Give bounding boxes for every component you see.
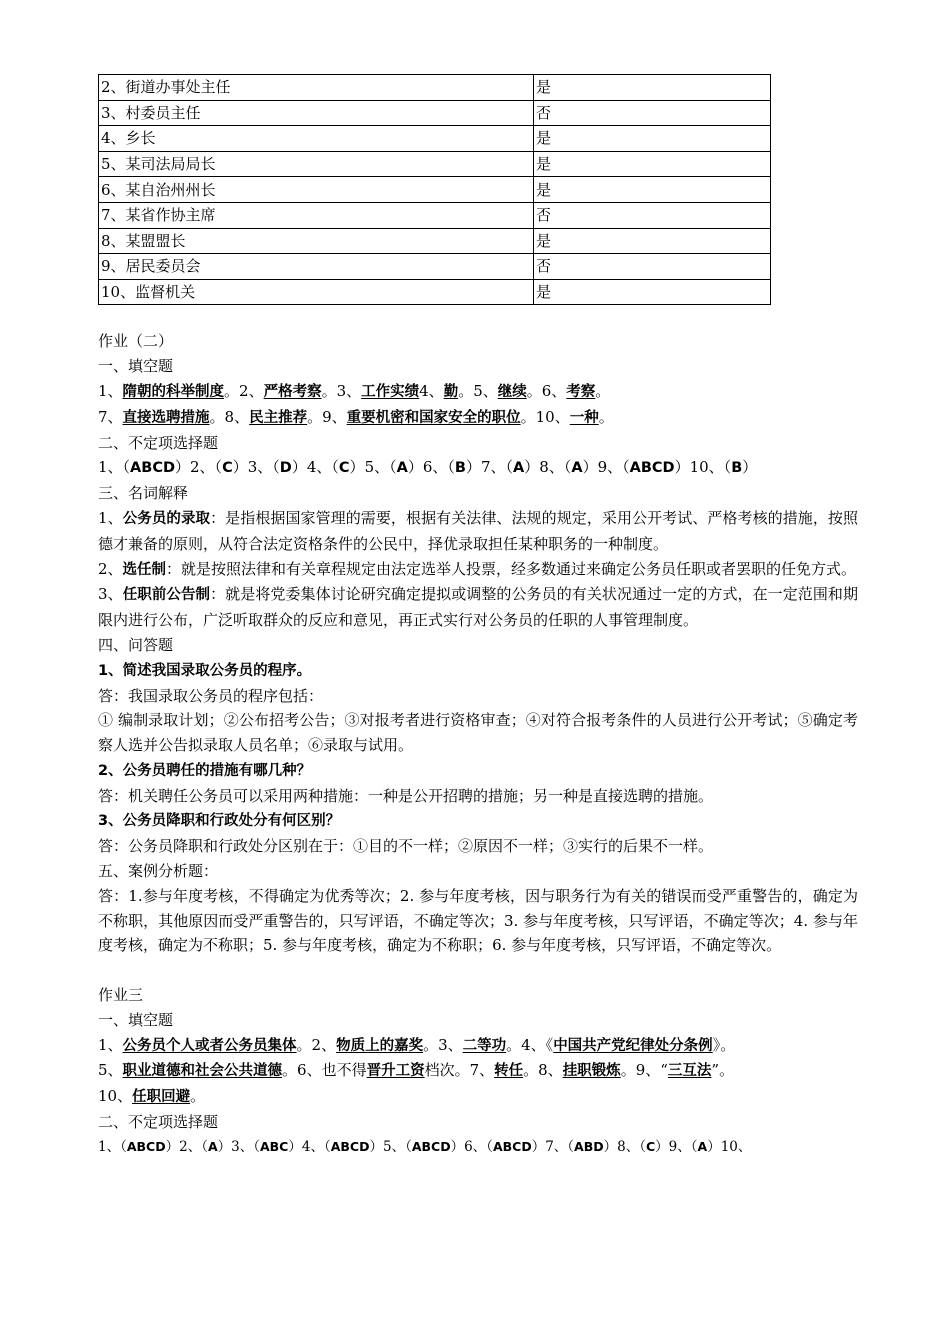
table-row	[99, 126, 771, 152]
choice-answer: A	[207, 1138, 218, 1154]
choice-answer: ABCD	[492, 1138, 532, 1154]
hw3-fill-line-2: 5、职业道德和社会公共道德。6、也不得晋升工资档次。7、转任。8、挂职锻炼。9、“三互法”。	[98, 1061, 735, 1080]
hw2-answer-2: 答：机关聘任公务员可以采用两种措施：一种是公开招聘的措施；另一种是直接选聘的措施。	[98, 786, 714, 805]
table-cell-item: 6、某自治州州长	[99, 177, 534, 203]
hw2-fill-line-1: 1、隋朝的科举制度。2、严格考察。3、工作实绩4、勤。5、继续。6、考察。	[98, 381, 611, 400]
choice-answer: ABCD	[330, 1138, 370, 1154]
hw2-title: 作业（二）	[98, 332, 174, 351]
table-row	[99, 202, 771, 228]
choice-answer: ABCD	[130, 460, 175, 477]
table-row	[99, 177, 771, 203]
choice-answer: ABCD	[629, 460, 675, 477]
hw2-section-fill: 一、填空题	[98, 357, 174, 376]
hw2-case-answer: 答：1.参与年度考核，不得确定为优秀等次；2. 参与年度考核，因与职务行为有关的错误而受严重警告的，确定为不称职，其他原因而受严重警告的，只写评语，不确定等次；3. 参与年度考核，只写评语，不确定等次；4. 参与年度考核，确定为不称职；5. 参与年度考核，确定为不称职；6. 参与年度考核，只写评语，不确定等次。	[98, 886, 858, 955]
choice-answer: A	[513, 460, 525, 477]
table-cell-answer: 是	[534, 75, 771, 101]
table-row	[99, 100, 771, 126]
choice-answer: A	[697, 1138, 708, 1154]
table-cell-answer: 是	[534, 126, 771, 152]
hw2-section-case: 五、案例分析题：	[98, 862, 219, 881]
hw3-section-choice: 二、不定项选择题	[98, 1113, 219, 1132]
choice-answer: ABCD	[411, 1138, 451, 1154]
choice-answer: C	[222, 460, 233, 477]
hw2-fill-line-2: 7、直接选聘措施。8、民主推荐。9、重要机密和国家安全的职位。10、一种。	[98, 407, 614, 426]
choice-answer: A	[396, 460, 408, 477]
choice-answer: D	[279, 460, 292, 477]
hw3-fill-line-3: 10、任职回避。	[98, 1087, 206, 1106]
table-row	[99, 75, 771, 101]
choice-answer: ABCD	[126, 1138, 166, 1154]
hw3-fill-line-1: 1、公务员个人或者公务员集体。2、物质上的嘉奖。3、二等功。4、《中国共产党纪律处分条例》。	[98, 1035, 736, 1054]
table-cell-answer: 否	[534, 202, 771, 228]
choice-answer: C	[338, 460, 350, 477]
hw2-question-3: 3、公务员降职和行政处分有何区别？	[98, 813, 341, 830]
choice-answer: B	[731, 460, 743, 477]
choice-answer: C	[645, 1138, 656, 1154]
answer-table	[98, 74, 771, 305]
hw3-section-fill: 一、填空题	[98, 1010, 174, 1029]
choice-answer: B	[454, 460, 466, 477]
table-cell-item: 3、村委员主任	[99, 100, 534, 126]
table-cell-answer: 否	[534, 254, 771, 280]
table-cell-item: 9、居民委员会	[99, 254, 534, 280]
choice-answer: ABD	[574, 1138, 604, 1154]
hw2-answer-1b: ① 编制录取计划；②公布招考公告；③对报考者进行资格审查；④对符合报考条件的人员进行公开考试；⑤确定考察人选并公告拟录取人员名单；⑥录取与试用。	[98, 711, 858, 755]
hw3-title: 作业三	[98, 986, 144, 1005]
table-cell-item: 5、某司法局局长	[99, 151, 534, 177]
hw2-section-terms: 三、名词解释	[98, 484, 189, 503]
table-cell-answer: 是	[534, 228, 771, 254]
table-cell-item: 7、某省作协主席	[99, 202, 534, 228]
table-row	[99, 279, 771, 305]
document-page	[98, 74, 858, 1160]
table-cell-answer: 是	[534, 279, 771, 305]
table-cell-item: 4、乡长	[99, 126, 534, 152]
hw2-term-2: 2、选任制：就是按照法律和有关章程规定由法定选举人投票，经多数通过来确定公务员任职或者罢职的任免方式。	[98, 559, 857, 578]
table-cell-answer: 是	[534, 151, 771, 177]
hw2-term-1: 1、公务员的录取：是指根据国家管理的需要，根据有关法律、法规的规定，采用公开考试、严格考核的措施，按照德才兼备的原则，从符合法定资格条件的公民中，择优录取担任某种职务的一种制度。	[98, 508, 859, 553]
table-cell-item: 10、监督机关	[99, 279, 534, 305]
choice-answer: ABC	[259, 1138, 289, 1154]
hw3-choice-answers: 1、（ABCD）2、（A）3、（ABC）4、（ABCD）5、（ABCD）6、（ABCD）7、（ABD）8、（C）9、（A）10、	[98, 1138, 752, 1155]
hw2-choice-answers: 1、（ABCD）2、（C）3、（D）4、（C）5、（A）6、（B）7、（A）8、（A）9、（ABCD）10、（B）	[98, 458, 758, 477]
table-row	[99, 228, 771, 254]
table-cell-item: 2、街道办事处主任	[99, 75, 534, 101]
hw2-question-1: 1、简述我国录取公务员的程序。	[98, 662, 312, 679]
table-cell-item: 8、某盟盟长	[99, 228, 534, 254]
hw2-section-choice: 二、不定项选择题	[98, 433, 219, 452]
table-row	[99, 254, 771, 280]
table-cell-answer: 否	[534, 100, 771, 126]
hw2-question-2: 2、公务员聘任的措施有哪几种？	[98, 762, 312, 779]
hw2-term-3: 3、任职前公告制：就是将党委集体讨论研究确定提拟或调整的公务员的有关状况通过一定的方式，在一定范围和期限内进行公布，广泛听取群众的反应和意见，再正式实行对公务员的任职的人事管理制度。	[98, 585, 859, 630]
hw2-section-qa: 四、问答题	[98, 635, 174, 654]
hw2-answer-1a: 答：我国录取公务员的程序包括：	[98, 686, 324, 705]
table-row	[99, 151, 771, 177]
hw2-answer-3: 答：公务员降职和行政处分区别在于：①目的不一样；②原因不一样；③实行的后果不一样。	[98, 837, 714, 856]
table-cell-answer: 是	[534, 177, 771, 203]
choice-answer: A	[571, 460, 583, 477]
